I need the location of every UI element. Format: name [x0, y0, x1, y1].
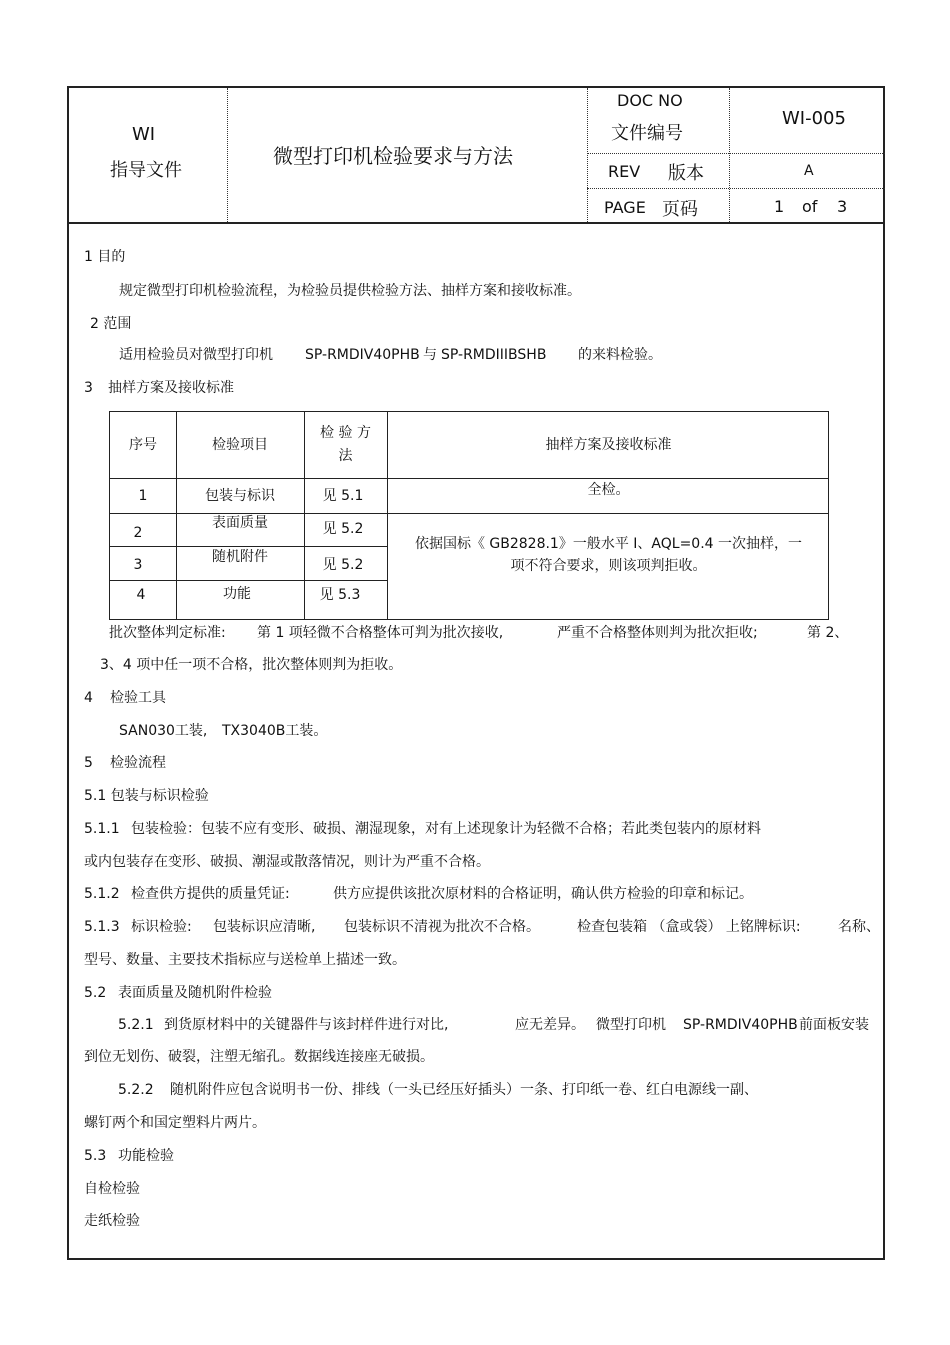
judge-a1: 批次整体判定标准: [109, 625, 226, 641]
wi-label: WI [132, 124, 156, 145]
paper-feed-check: 走纸检验 [84, 1213, 140, 1229]
section-4-num: 4 [84, 690, 93, 706]
judge-a3: 严重不合格整体则判为批次拒收; [557, 625, 758, 641]
sampling-table [109, 411, 829, 620]
self-check: 自检检验 [84, 1181, 140, 1197]
s513-num: 5.1.3 [84, 919, 120, 935]
s522-b: 螺钉两个和国定塑料片两片。 [84, 1115, 266, 1131]
section-5-num: 5 [84, 755, 93, 771]
header-standard: 抽样方案及接收标准 [545, 437, 672, 453]
doc-no-value: WI-005 [782, 108, 846, 129]
row-2-method: 见 5.2 [322, 521, 364, 537]
s512-a: 检查供方提供的质量凭证: [131, 886, 290, 902]
judge-a4: 第 2、 [807, 625, 849, 641]
s522-a: 随机附件应包含说明书一份、排线（一头已经压好插头）一条、打印纸一卷、红白电源线一副、 [170, 1082, 758, 1098]
row-1-method: 见 5.1 [322, 488, 364, 504]
judge-b: 3、4 项中任一项不合格，批次整体则判为拒收。 [100, 657, 403, 673]
header-col-divider-1 [227, 88, 228, 222]
header-row-divider-1 [587, 153, 885, 154]
s53-num: 5.3 [84, 1148, 107, 1164]
section-1-body: 规定微型打印机检验流程，为检验员提供检验方法、抽样方案和接收标准。 [119, 283, 581, 299]
section-2-body-a: 适用检验员对微型打印机 [119, 347, 273, 363]
row-1-standard: 全检。 [587, 482, 630, 498]
section-1-heading: 1 目的 [84, 249, 126, 265]
s521-num: 5.2.1 [118, 1017, 154, 1033]
s513-f: 型号、数量、主要技术指标应与送检单上描述一致。 [84, 952, 406, 968]
doc-no-label-en: DOC NO [617, 91, 683, 110]
merged-standard-a: 依据国标《 GB2828.1》一般水平 Ⅰ、AQL=0.4 一次抽样，一 [414, 536, 803, 552]
row-1-item: 包装与标识 [205, 488, 275, 504]
s53-heading: 功能检验 [118, 1148, 174, 1164]
row-3-method: 见 5.2 [322, 557, 364, 573]
header-item: 检验项目 [212, 437, 268, 453]
s513-a: 标识检验: [131, 919, 192, 935]
header-col-divider-3 [729, 88, 730, 222]
s512-num: 5.1.2 [84, 886, 120, 902]
header-no: 序号 [129, 437, 157, 453]
section-2-model-2: SP-RMDIIIBSHB [441, 347, 547, 363]
s52-num: 5.2 [84, 985, 107, 1001]
s521-b: 应无差异。 [515, 1017, 585, 1033]
page-label-en: PAGE [604, 198, 646, 217]
rev-label-cn: 版本 [668, 163, 704, 184]
rev-label-en: REV [608, 162, 641, 181]
s512-b: 供方应提供该批次原材料的合格证明，确认供方检验的印章和标记。 [333, 886, 753, 902]
header-method-b: 法 [338, 448, 353, 464]
row-divider-3 [110, 580, 387, 581]
s511-num: 5.1.1 [84, 821, 120, 837]
section-2-body-c: 的来料检验。 [578, 347, 662, 363]
section-5-heading: 检验流程 [110, 755, 166, 771]
section-2-heading: 2 范围 [90, 316, 132, 332]
row-3-item: 随机附件 [212, 549, 268, 565]
s521-d: SP-RMDIV40PHB [683, 1017, 798, 1033]
s511-b: 或内包装存在变形、破损、潮湿或散落情况，则计为严重不合格。 [84, 854, 490, 870]
header-divider [69, 222, 883, 224]
page-of: of [802, 197, 818, 216]
section-5-1: 5.1 包装与标识检验 [84, 788, 209, 804]
doc-no-label-cn: 文件编号 [611, 123, 683, 144]
s513-d: 检查包装箱 （盒或袋） 上铭牌标识: [577, 919, 801, 935]
row-2-item: 表面质量 [212, 515, 268, 531]
page-current: 1 [774, 197, 785, 216]
s513-c: 包装标识不清视为批次不合格。 [344, 919, 540, 935]
s521-a: 到货原材料中的关键器件与该封样件进行对比, [164, 1017, 449, 1033]
merged-standard-b: 项不符合要求，则该项判拒收。 [510, 558, 707, 574]
row-4-method: 见 5.3 [319, 587, 361, 603]
wi-subtitle: 指导文件 [110, 160, 182, 181]
s521-e: 前面板安装 [799, 1017, 869, 1033]
section-2-model-1: SP-RMDIV40PHB [305, 347, 420, 363]
page-label-cn: 页码 [662, 199, 698, 220]
section-3-num: 3 [84, 380, 93, 396]
section-2-body-b: 与 [423, 347, 437, 363]
s521-c: 微型打印机 [596, 1017, 666, 1033]
row-4-item: 功能 [223, 586, 251, 602]
s52-heading: 表面质量及随机附件检验 [118, 985, 272, 1001]
rev-value: A [804, 163, 814, 179]
section-4-heading: 检验工具 [110, 690, 166, 706]
s511-a: 包装检验：包装不应有变形、破损、潮湿现象，对有上述现象计为轻微不合格；若此类包装内的原材料 [131, 821, 761, 837]
tools-a: SAN030工装, [119, 723, 208, 739]
row-4-no: 4 [136, 587, 146, 603]
row-3-no: 3 [133, 557, 143, 573]
s513-b: 包装标识应清晰, [213, 919, 316, 935]
header-col-divider-2 [587, 88, 588, 222]
s513-e: 名称、 [838, 919, 880, 935]
header-row-divider-2 [587, 188, 885, 189]
section-3-heading: 抽样方案及接收标准 [108, 380, 234, 396]
row-divider-header [110, 478, 828, 479]
header-method-a: 检 验 方 [320, 425, 371, 441]
tools-b: TX3040B工装。 [222, 723, 328, 739]
s522-num: 5.2.2 [118, 1082, 154, 1098]
judge-a2: 第 1 项轻微不合格整体可判为批次接收, [257, 625, 504, 641]
page-total: 3 [837, 197, 848, 216]
row-1-no: 1 [138, 488, 148, 504]
document-title: 微型打印机检验要求与方法 [273, 144, 513, 168]
s521-f: 到位无划伤、破裂，注塑无缩孔。数据线连接座无破损。 [84, 1049, 434, 1065]
row-2-no: 2 [133, 525, 143, 541]
